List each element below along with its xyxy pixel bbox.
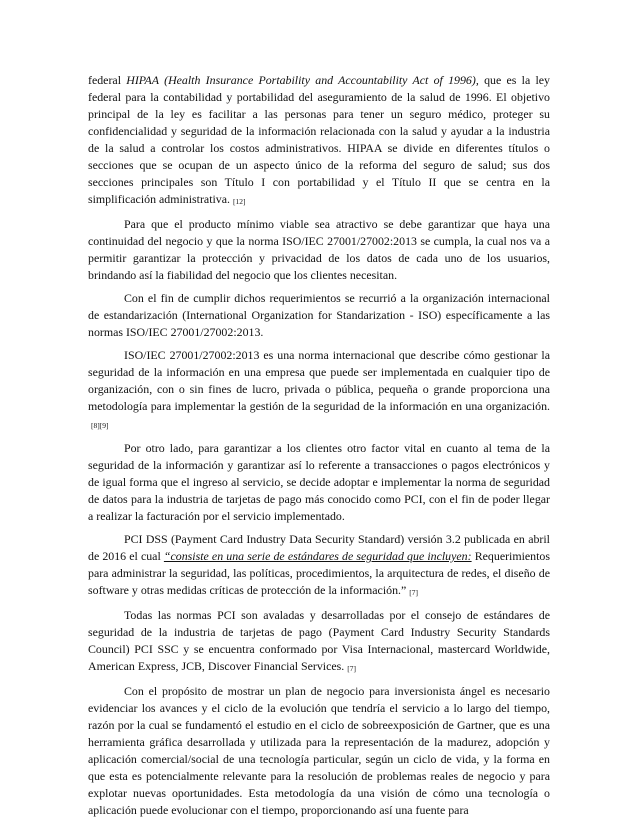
citation-ref: [7] — [347, 664, 356, 673]
paragraph-text: Requerimientos para administrar la seguridad, las políticas, procedimientos, la arquitectura de redes, el diseño de software y otras medidas críticas de protección de la información.” — [88, 549, 551, 597]
paragraph-text: PCI DSS (Payment Card Industry Data Security Standard) versión 3.2 publicada en abril de 2016 el cual — [88, 532, 550, 563]
paragraph-iso-org — [88, 290, 550, 341]
paragraph-text: Todas las normas PCI son avaladas y desarrolladas por el consejo de estándares de seguridad de la industria de tarjetas de pago (Payment Card Industry Security Standards Council) PCI SSC y se encuentra conformado por Visa Internacional, mastercard Worldwide, American Express, JCB, Discover Financial Services. — [88, 608, 550, 673]
paragraph-text: que es la ley federal para la contabilidad y portabilidad del aseguramiento de la salud de 1996. El objetivo principal de la ley es facilitar a las personas para tener un seguro médico, proteger su confidencialidad y seguridad de la información relacionada con la salud y ayudar a la industria de la salud a controlar los costos administrativos. HIPAA se divide en diferentes títulos o secciones que se ocupan de un aspecto único de la reforma del seguro de salud; sus dos secciones principales son Título I con portabilidad y el Título II que se centra en la simplificación administrativa. — [88, 73, 550, 206]
paragraph-text: Para que el producto mínimo viable sea atractivo se debe garantizar que haya una continuidad del negocio y que la norma ISO/IEC 27001/27002:2013 se cumpla, la cual nos va a permitir garantizar la protección y privacidad de los datos de cada uno de los usuarios, brindando así la fiabilidad del negocio que los clientes necesitan. — [88, 217, 550, 282]
paragraph-pci-council — [88, 607, 550, 677]
paragraph-iso-standard — [88, 347, 550, 434]
paragraph-text: Con el propósito de mostrar un plan de negocio para inversionista ángel es necesario evidenciar los avances y el ciclo de la evolución que tendría el servicio a lo largo del tiempo, razón por la cual se fundamentó el estudio en el ciclo de sobreexposición de Gartner, que es una herramienta gráfica desarrollada y utilizada para la representación de la madurez, adopción y aplicación comercial/social de una tecnología particular, según un ciclo de vida, y la forma en que esta es potencialmente relevante para la resolución de problemas reales de negocio y para explotar nuevas oportunidades. Esta metodología da una visión de cómo una tecnología o aplicación puede evolucionar con el tiempo, proporcionando así una fuente para — [88, 684, 550, 817]
hipaa-act-title: HIPAA (Health Insurance Portability and Accountability Act of 1996), — [126, 73, 479, 87]
paragraph-text: federal — [88, 73, 127, 87]
pci-dss-quote: “consiste en una serie de estándares de seguridad que incluyen: — [163, 549, 472, 563]
citation-ref: [12] — [233, 197, 246, 206]
paragraph-text: ISO/IEC 27001/27002:2013 es una norma internacional que describe cómo gestionar la seguridad de la información en una empresa que puede ser implementada en cualquier tipo de organización, con o sin fines de lucro, privada o pública, pequeña o grande proporciona una metodología para implementar la gestión de la seguridad de la información en una organización. — [88, 348, 550, 413]
paragraph-text: Por otro lado, para garantizar a los clientes otro factor vital en cuanto al tema de la seguridad de la información y garantizar así lo referente a transacciones o pagos electrónicos y de igual forma que el ingreso al servicio, se decide adoptar e implementar la norma de seguridad de datos para la industria de tarjetas de pago más conocido como PCI, con el fin de poder llegar a realizar la facturación por el servicio implementado. — [88, 441, 550, 523]
paragraph-hipaa — [88, 72, 550, 210]
paragraph-text: Con el fin de cumplir dichos requerimientos se recurrió a la organización internacional de estandarización (International Organization for Standarization - ISO) específicamente a las normas ISO/IEC 27001/27002:2013. — [88, 291, 550, 339]
paragraph-gartner — [88, 683, 550, 819]
paragraph-mvp — [88, 216, 550, 284]
citation-ref: [8][9] — [91, 421, 109, 430]
paragraph-pci-intro — [88, 440, 550, 525]
document-page — [88, 72, 550, 825]
citation-ref: [7] — [409, 588, 419, 597]
paragraph-pci-dss — [88, 531, 550, 601]
